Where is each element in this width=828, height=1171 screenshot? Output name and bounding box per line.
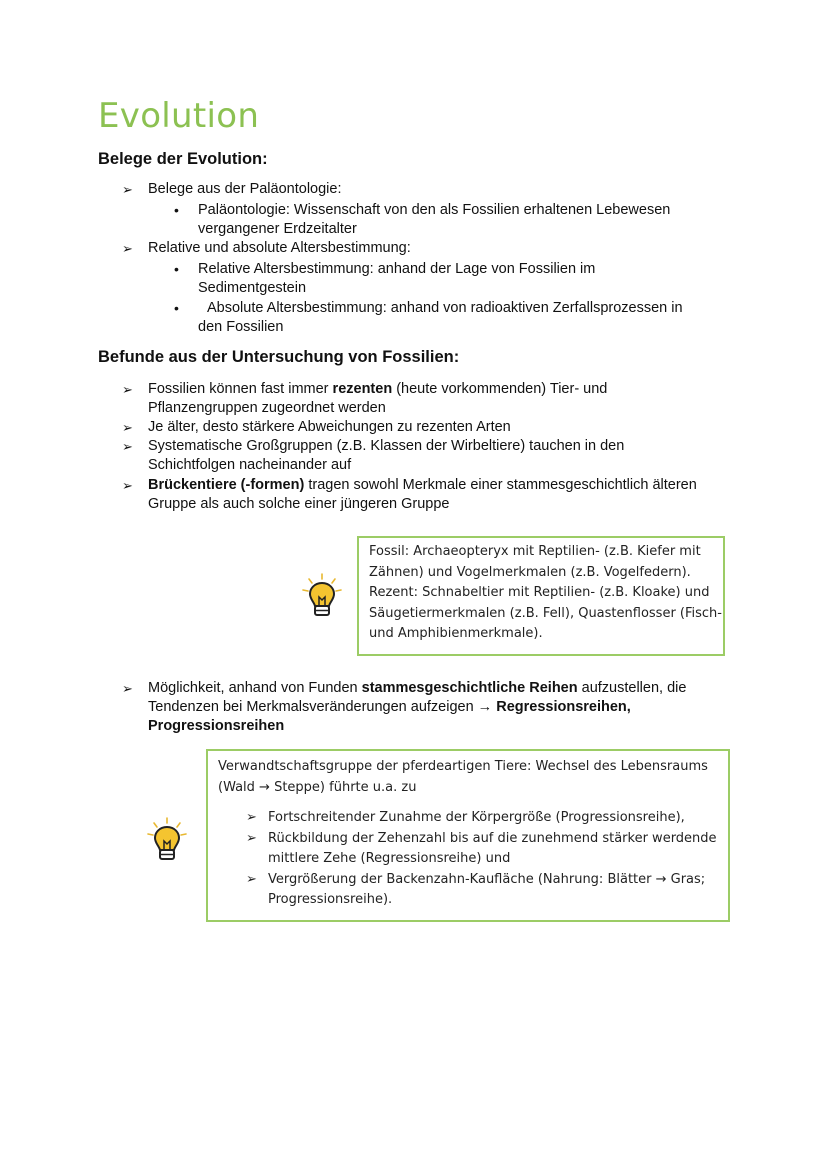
arrow-bullet-icon: ➢	[246, 830, 257, 846]
list-item	[148, 380, 607, 400]
box-list-item: Rückbildung der Zehenzahl bis auf die zunehmend stärker werdende	[268, 830, 717, 846]
arrow-bullet-icon: ➢	[122, 182, 133, 197]
bold-term: Regressionsreihen,	[496, 699, 631, 715]
list-item-continuation: Schichtfolgen nacheinander auf	[148, 457, 352, 473]
section-heading-befunde: Befunde aus der Untersuchung von Fossilien:	[98, 348, 460, 366]
list-item: Systematische Großgruppen (z.B. Klassen der Wirbeltiere) tauchen in den	[148, 438, 625, 454]
box-text: Zähnen) und Vogelmerkmalen (z.B. Vogelfedern).	[369, 564, 691, 580]
text-run: tragen sowohl Merkmale einer stammesgeschichtlich älteren	[304, 477, 697, 493]
box-text: Fossil: Archaeopteryx mit Reptilien- (z.B. Kiefer mit	[369, 544, 701, 559]
sub-item-text: Absolute Altersbestimmung: anhand von radioaktiven Zerfallsprozessen in	[207, 300, 683, 316]
list-item	[148, 679, 686, 699]
list-item: Je älter, desto stärkere Abweichungen zu rezenten Arten	[148, 419, 511, 435]
text-run: aufzustellen, die	[577, 680, 687, 696]
box-list-item-continuation: mittlere Zehe (Regressionsreihe) und	[268, 851, 511, 866]
text-run: Tendenzen bei Merkmalsveränderungen aufzeigen →	[148, 699, 497, 715]
box-text: (Wald → Steppe) führte u.a. zu	[218, 779, 417, 795]
bullet-icon: •	[174, 300, 179, 316]
text-run: (heute vorkommenden) Tier- und	[392, 381, 608, 397]
list-item	[148, 476, 697, 496]
bullet-icon: •	[174, 261, 179, 277]
box-list-item-continuation: Progressionsreihe).	[268, 892, 393, 907]
text-run: Möglichkeit, anhand von Funden	[148, 680, 362, 696]
list-item-continuation: Gruppe als auch solche einer jüngeren Gruppe	[148, 496, 450, 512]
arrow-bullet-icon: ➢	[122, 241, 133, 256]
text-run: Fossilien können fast immer	[148, 381, 333, 397]
arrow-bullet-icon: ➢	[122, 681, 133, 696]
box-text: Verwandtschaftsgruppe der pferdeartigen Tiere: Wechsel des Lebensraums	[218, 759, 708, 774]
lightbulb-icon	[300, 572, 344, 620]
list-item: Belege aus der Paläontologie:	[148, 181, 342, 197]
list-item-continuation	[148, 717, 284, 737]
box-list-item: Vergrößerung der Backenzahn-Kaufläche (Nahrung: Blätter → Gras;	[268, 871, 706, 887]
bullet-icon: •	[174, 202, 179, 218]
list-item: Relative und absolute Altersbestimmung:	[148, 240, 411, 256]
box-text: und Amphibienmerkmale).	[369, 626, 543, 641]
sub-item-text: vergangener Erdzeitalter	[198, 221, 357, 237]
sub-item-text: Relative Altersbestimmung: anhand der Lage von Fossilien im	[198, 261, 596, 277]
box-text: Rezent: Schnabeltier mit Reptilien- (z.B. Kloake) und	[369, 585, 710, 600]
arrow-bullet-icon: ➢	[122, 439, 133, 454]
arrow-bullet-icon: ➢	[246, 871, 257, 887]
sub-item-text: Sedimentgestein	[198, 280, 307, 296]
list-item-continuation: Pflanzengruppen zugeordnet werden	[148, 400, 386, 416]
bold-term: Progressionsreihen	[148, 718, 285, 734]
arrow-bullet-icon: ➢	[246, 810, 257, 825]
sub-item-text: den Fossilien	[198, 319, 284, 335]
bold-term: stammesgeschichtliche Reihen	[361, 680, 578, 696]
box-list-item: Fortschreitender Zunahme der Körpergröße (Progressionsreihe),	[268, 810, 685, 825]
bold-term: rezenten	[332, 381, 393, 397]
page-title: Evolution	[98, 96, 260, 136]
list-item-continuation	[148, 698, 631, 718]
arrow-bullet-icon: ➢	[122, 382, 133, 397]
lightbulb-icon	[145, 816, 189, 864]
section-heading-belege: Belege der Evolution:	[98, 150, 268, 168]
bold-term: Brückentiere (-formen)	[148, 477, 305, 493]
arrow-bullet-icon: ➢	[122, 478, 133, 493]
sub-item-text: Paläontologie: Wissenschaft von den als Fossilien erhaltenen Lebewesen	[198, 202, 671, 218]
arrow-bullet-icon: ➢	[122, 420, 133, 435]
box-text: Säugetiermerkmalen (z.B. Fell), Quastenflosser (Fisch-	[369, 605, 722, 621]
